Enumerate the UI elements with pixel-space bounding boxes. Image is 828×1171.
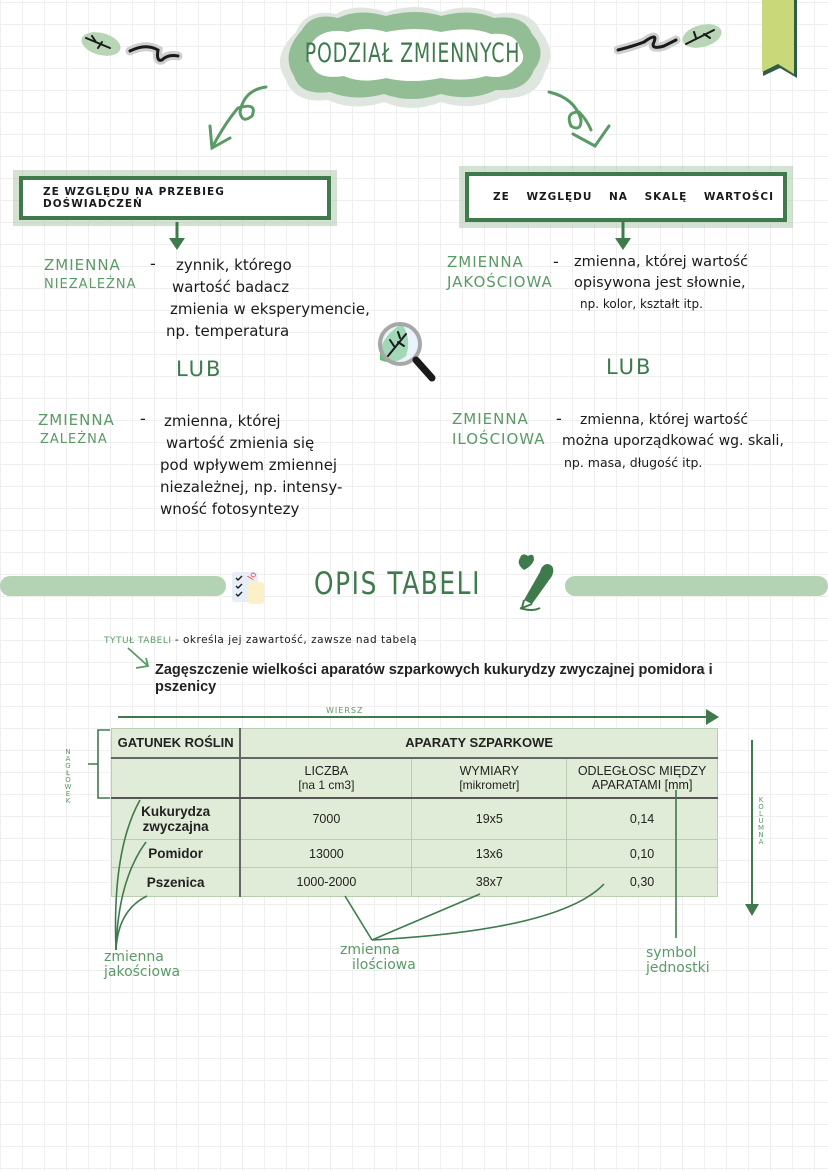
row-arrow-icon [116, 707, 720, 727]
column-header-count: LICZBA [na 1 cm3] [240, 758, 412, 798]
size-cell: 13x6 [412, 840, 567, 868]
arrow-pointer-icon [124, 644, 154, 674]
definition-independent: zynnik, którego wartość badacz zmienia w eksperymencie, np. temperatura [166, 256, 370, 340]
term-qualitative: ZMIENNA JAKOŚCIOWA [447, 253, 553, 291]
table-title: Zagęszczenie wielkości aparatów szparkowych kukurydzy zwyczajnej pomidora i pszenicy [155, 662, 713, 695]
column-header-species: GATUNEK ROŚLIN [112, 729, 241, 758]
magnifier-leaf-icon [372, 318, 444, 386]
column-label: KOLUMNA [757, 796, 765, 845]
separator-lub: LUB [606, 355, 653, 379]
label-quantitative: zmienna ilościowa [340, 942, 416, 973]
table-header-row [112, 729, 718, 758]
column-header-distance: ODLEGŁOSC MIĘDZY APARATAMI [mm] [567, 758, 718, 798]
count-cell: 1000-2000 [240, 868, 412, 897]
definition-dependent: zmienna, której wartość zmienia się pod wpływem zmiennej niezależnej, np. intensy- wność fotosyntezy [160, 412, 343, 518]
category-box-experiment [19, 176, 331, 220]
definition-qualitative: zmienna, której wartość opisywona jest słownie, np. kolor, kształt itp. [574, 254, 749, 311]
divider-bar-left [0, 576, 226, 596]
bookmark-ribbon-icon [760, 0, 800, 80]
label-qualitative: zmienna jakościowa [104, 949, 181, 980]
distance-cell: 0,30 [567, 868, 718, 897]
section-title: OPIS TABELI [314, 566, 482, 602]
dash: - [556, 409, 562, 428]
distance-cell: 0,14 [567, 798, 718, 840]
dash: - [150, 254, 156, 273]
pen-heart-icon [510, 552, 560, 612]
leaf-doodle-icon [614, 20, 724, 65]
curly-arrow-left-icon [200, 82, 272, 157]
divider-bar-right [565, 576, 828, 596]
separator-lub: LUB [176, 357, 223, 381]
category-heading: ZE WZGLĘDU NA SKALĘ WARTOŚCI [493, 191, 775, 203]
distance-cell: 0,10 [567, 840, 718, 868]
table-title-annotation: TYTUŁ TABELI - określa jej zawartość, zawsze nad tabelą [104, 634, 418, 646]
leaf-doodle-icon [78, 28, 196, 73]
size-cell: 19x5 [412, 798, 567, 840]
page-title: PODZIAŁ ZMIENNYCH [304, 38, 521, 69]
curly-arrow-right-icon [545, 88, 617, 158]
arrow-down-icon [168, 222, 186, 252]
checklist-icon [228, 566, 270, 608]
definition-quantitative: zmienna, której wartość można uporządkować wg. skali, np. masa, długość itp. [562, 412, 784, 470]
annotation-lines [0, 790, 828, 960]
term-independent: ZMIENNA NIEZALEŻNA [44, 256, 137, 292]
species-cell: Kukurydza zwyczajna [112, 798, 241, 840]
size-cell: 38x7 [412, 868, 567, 897]
svg-text:lo: lo [246, 570, 260, 583]
term-quantitative: ZMIENNA ILOŚCIOWA [452, 410, 546, 448]
species-cell: Pszenica [112, 868, 241, 897]
count-cell: 13000 [240, 840, 412, 868]
header-label: NAGŁÓWEK [64, 748, 72, 804]
dash: - [140, 409, 146, 428]
label-unit-symbol: symbol jednostki [646, 945, 710, 976]
row-label: WIERSZ [326, 706, 364, 715]
term-dependent: ZMIENNA ZALEŻNA [38, 411, 115, 447]
arrow-down-icon [614, 222, 632, 252]
category-box-scale [465, 172, 787, 222]
count-cell: 7000 [240, 798, 412, 840]
species-cell: Pomidor [112, 840, 241, 868]
dash: - [553, 252, 559, 271]
column-header-stomata: APARATY SZPARKOWE [240, 729, 717, 758]
category-heading: ZE WZGLĘDU NA PRZEBIEG DOŚWIADCZEŃ [43, 186, 225, 210]
column-header-size: WYMIARY [mikrometr] [412, 758, 567, 798]
